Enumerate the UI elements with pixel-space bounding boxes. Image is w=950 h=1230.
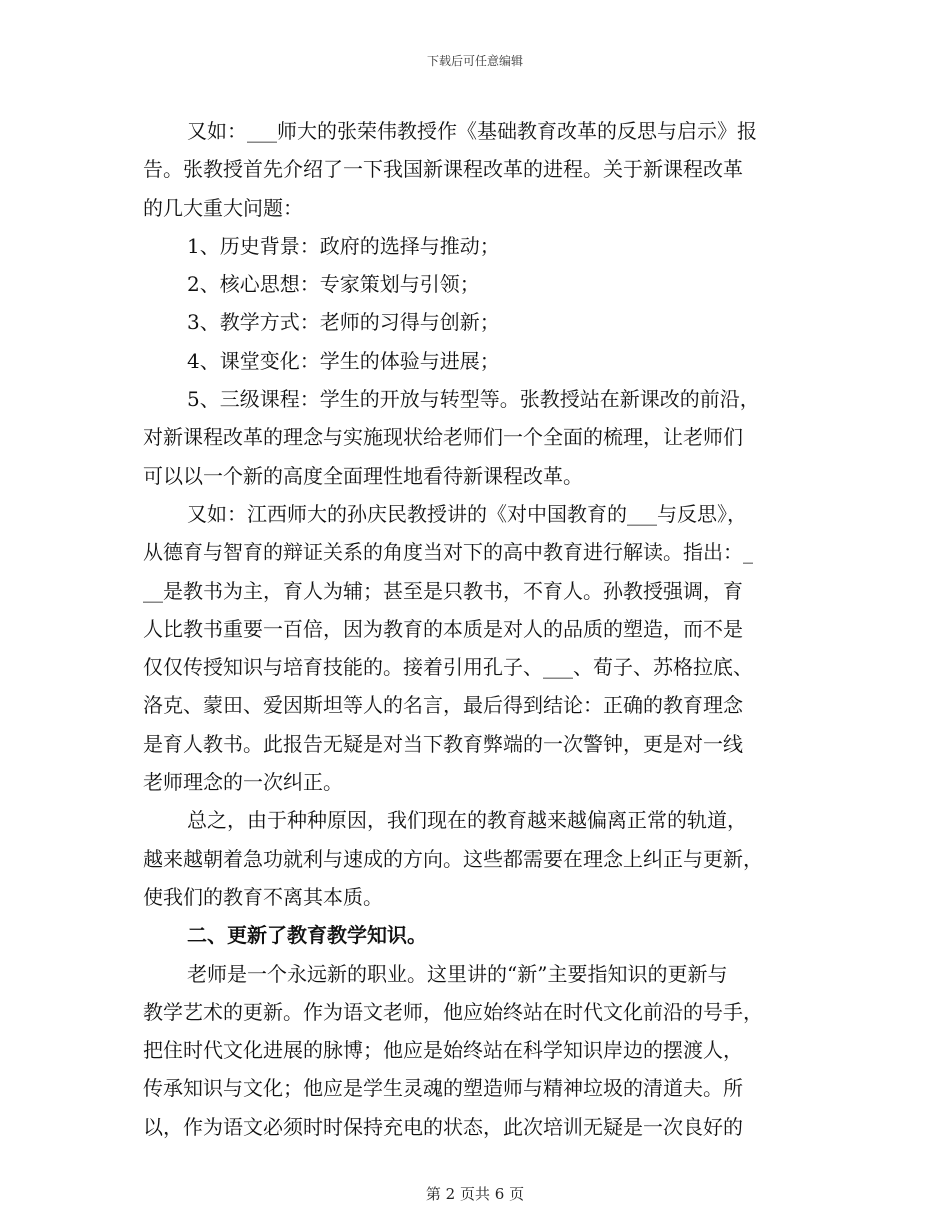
body-text-line: 可以以一个新的高度全面理性地看待新课程改革。	[143, 463, 583, 488]
body-text-line: 2、核心思想：专家策划与引领；	[187, 272, 480, 297]
body-text-line: 仅仅传授知识与培育技能的。接着引用孔子、___、荀子、苏格拉底、	[143, 655, 753, 680]
page-footer: 第 2 页共 6 页	[425, 1185, 525, 1203]
body-text-line: 又如：江西师大的孙庆民教授讲的《对中国教育的___与反思》，	[187, 501, 747, 526]
body-text-line: 对新课程改革的理念与实施现状给老师们一个全面的梳理，让老师们	[143, 425, 743, 450]
body-text-line: 是育人教书。此报告无疑是对当下教育弊端的一次警钟，更是对一线	[143, 731, 743, 756]
body-text-line: 又如：___师大的张荣伟教授作《基础教育改革的反思与启示》报	[187, 119, 757, 143]
body-text-line: 以，作为语文必须时时保持充电的状态，此次培训无疑是一次良好的	[143, 1114, 743, 1139]
body-text-line: 4、课堂变化：学生的体验与进展；	[187, 348, 500, 373]
body-text-line: 的几大重大问题：	[143, 195, 303, 220]
body-text-line: __是教书为主，育人为辅；甚至是只教书，不育人。孙教授强调，育	[143, 578, 743, 603]
body-text-line: 3、教学方式：老师的习得与创新；	[187, 310, 500, 335]
body-text-line: 从德育与智育的辩证关系的角度当对下的高中教育进行解读。指出：_	[143, 540, 753, 565]
body-text-line: 把住时代文化进展的脉博；他应是始终站在科学知识岸边的摆渡人，	[143, 1038, 743, 1063]
page-header: 下载后可任意编辑	[426, 54, 523, 68]
body-text-line: 5、三级课程：学生的开放与转型等。张教授站在新课改的前沿，	[187, 387, 760, 412]
body-text-line: 教学艺术的更新。作为语文老师，他应始终站在时代文化前沿的号手，	[143, 999, 763, 1024]
body-text-line: 总之，由于种种原因，我们现在的教育越来越偏离正常的轨道，	[187, 808, 747, 833]
body-text-line: 老师是一个永远新的职业。这里讲的“新”主要指知识的更新与	[187, 961, 728, 986]
body-text-line: 告。张教授首先介绍了一下我国新课程改革的进程。关于新课程改革	[143, 157, 743, 182]
body-text-line: 使我们的教育不离其本质。	[143, 884, 383, 909]
body-text-line: 洛克、蒙田、爱因斯坦等人的名言，最后得到结论：正确的教育理念	[143, 693, 743, 718]
section-heading: 二、更新了教育教学知识。	[187, 923, 427, 948]
body-text-line: 1、历史背景：政府的选择与推动；	[187, 233, 500, 258]
body-text-line: 老师理念的一次纠正。	[143, 770, 343, 795]
document-body	[143, 112, 808, 1146]
body-text-line: 传承知识与文化；他应是学生灵魂的塑造师与精神垃圾的清道夫。所	[143, 1076, 743, 1101]
body-text-line: 越来越朝着急功就利与速成的方向。这些都需要在理念上纠正与更新，	[143, 846, 763, 871]
body-text-line: 人比教书重要一百倍，因为教育的本质是对人的品质的塑造，而不是	[143, 616, 743, 641]
